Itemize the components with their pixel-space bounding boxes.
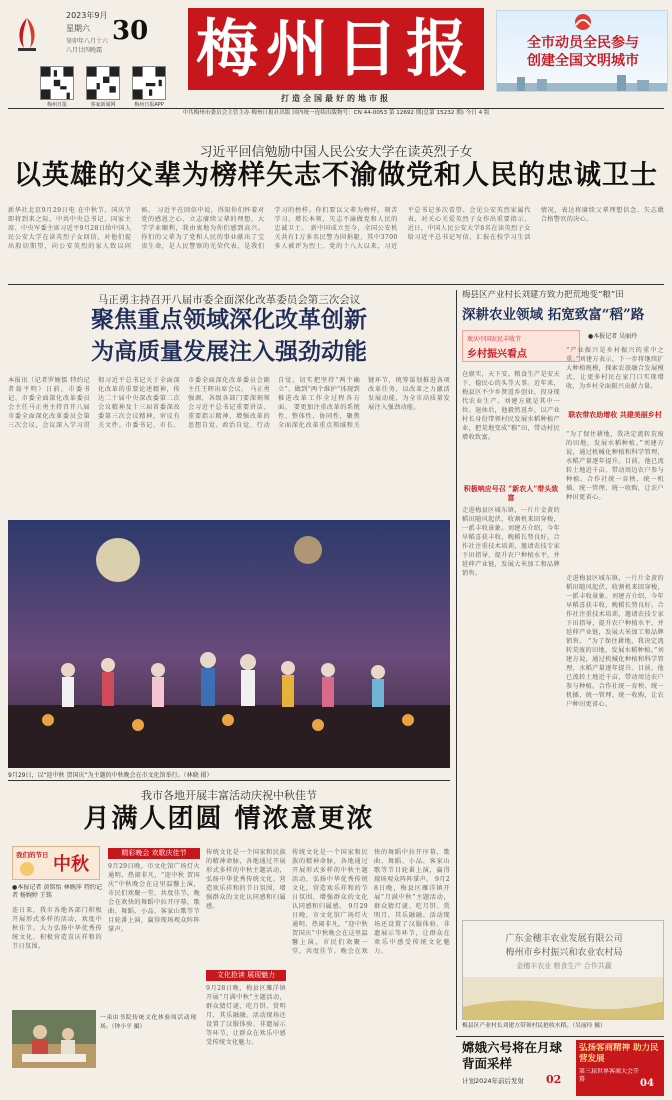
lead-paragraph: 新华社北京9月29日电 在中秋节、国庆节即将到来之际，中共中央总书记、国家主席、中央军委主席习近平9月28日给中国人民公安大学在读英烈子女回信，对他们提出殷切期望，向公安英烈的家人致以问候。 [8,207,155,250]
qr-code-icon[interactable] [132,66,166,100]
story3-paragraph: 9月29日晚，市文化馆广场灯火通明、热闹非凡，“迎中秋 贺国庆”中秋晚会在这里温馨上演，市民们欢聚一堂，共度佳节。晚会在欢快的舞蹈中拉开序幕，歌曲、舞蹈、小品、客家山歌等节目轮番上演，赢得现场观众阵阵掌声。 [292,849,450,955]
ad-line-3: 金穗丰农业 粮食生产 合作共赢 [516,962,612,970]
slogan: 打造全国最好的地市报 [281,93,391,103]
right-paragraph: 走进梅县区城东镇，一片片金黄的稻田随风起伏，收割机来回穿梭，一派丰收景象。刘建方介绍，今年早稻喜获丰收，晚稻长势良好。合作社注重技术培训，邀请农技专家下田指导，提升农户种植水平，并延伸产业链，发展大米加工和品牌销售。 [566,575,664,645]
qr-label: 梅州日报APP [134,102,164,108]
story3-photo-caption: 一束由书院传统文化体验周活动现场。（钟小平 摄） [100,1015,196,1030]
badge-big: 中秋 [53,854,89,875]
lead-headline: 以英雄的父辈为榜样矢志不渝做党和人民的忠诚卫士 [14,160,658,191]
teaser-right-sub: 第三届世界客商大会开幕 [579,1068,640,1083]
right-paragraph: “为了保住耕地，我决定流转荒废的田地，发展水稻种植。”刘建方说，通过机械化种植和科学管理，水稻产量逐年提升。目前，他已流转土地近千亩，带动周边农户参与种植。合作社统一育秧、统一机插、统一管理、统一收购，让农户种田更省心。 [566,638,664,708]
story3-sub-2: 文化抢读 展现魅力 [206,970,286,981]
teaser-divider [456,1036,664,1037]
story3-sub-1: 精彩晚会 欢歌庆佳节 [108,848,200,859]
teaser-right-title: 弘扬客商精神 助力民营发展 [579,1043,659,1064]
story3-kicker: 我市各地开展丰富活动庆祝中秋佳节 [141,789,317,802]
qr-label: 客家新闻网 [90,102,116,108]
story2-headline: 聚焦重点领域深化改革创新 [91,306,367,333]
ad-line-2: 梅州市乡村振兴和农业农村局 [505,948,623,958]
section-divider [8,780,450,781]
lead-paragraph: 习近平在回信中说，得知你们怀着对党的感恩之心、立志赓续父辈的理想，大学学业顺利，我由衷地为你们感到高兴。你们的父辈为了党和人民的事业献出了宝贵生命，是人民警察的光荣代表，是我们学习的榜样。你们要以父辈为榜样，刻苦学习，增长本领，矢志不渝做党和人民的忠诚卫士。 [141,207,398,250]
lead-paragraph: 近日，中国人民公安大学8名在读英烈子女给习近平总书记写信，汇报在校学习生活情况，表达将赓续父辈理想信念、矢志做合格警官的决心， [407,207,664,241]
moon-icon [19,861,35,877]
teaser-right[interactable] [576,1040,664,1096]
publication-info: 中共梅州市委员会主管主办 梅州日报社出版 国内统一连续出版物号：CN 44-0053 第 12692 期(总第 15232 期) 今日 4 版 [182,110,490,116]
right-body-1: 仓廪实，天下安。粮食生产是安天下、稳民心的头等大事。近年来，梅县区不少乡贤返乡创业，投身现代农业生产。刘建方就是其中一位。退休后，他毅然返乡，以产业村长身份带领村民发展水稻种植产业，把荒地变成“粮”田，带动村民增收致富。 [462,371,560,441]
story3-photo [12,1010,96,1068]
story2-body [8,376,450,516]
year-month: 2023年9月 [66,11,108,20]
story2-paragraph: 本报讯（记者罗婉儒 特约记者翁平明）日前，市委书记、市委全面深化改革委员会主任马正勇主持召开八届市委全面深化改革委员会第三次会议，会议深入学习贯彻习近平总书记关于全面深化改革的重要论述精神，传达二十届中央深改委第二次会议精神及十三届省委深改委第三次会议精神，审议有关文件。市委书记、市长、市委全面深化改革委员会副主任王晖出席会议。 [8,377,270,429]
festival-badge [12,846,100,880]
civilization-banner [496,10,668,92]
masthead [0,0,672,118]
qr-row [40,66,170,110]
right-headline: 深耕农业领域 拓宽致富“稻”路 [462,307,645,323]
rice-field-icon [463,977,664,1020]
story3-byline: ●本报记者 黄铭怡 林婉萍 特约记者 杨婉婷 王铭 [12,884,102,899]
qr-code-icon[interactable] [40,66,74,100]
weekday: 星期六 [66,24,90,33]
qr-label: 梅州日报 [46,102,67,108]
harvest-badge [462,330,580,362]
story3-paragraph: 传统文化是一个国家和民族的精神命脉，各地通过开展形式多样的中秋主题活动，弘扬中华优秀传统文化，营造欢乐祥和的节日氛围，增强群众的文化认同感和归属感。 [292,849,368,910]
teaser-left[interactable] [462,1040,570,1096]
civilization-logo-icon [563,13,603,31]
date-box [8,8,158,62]
story3-lead: 连日来，我市各地各部门积极开展形式多样的活动，欢度中秋佳节。大力弘扬中华优秀传统文化，积极营造喜庆祥和的节日氛围。 [12,907,102,950]
ad-line-1: 广东金穗丰农业发展有限公司 [505,934,623,944]
city-skyline-icon [497,73,668,92]
ad-box [462,920,664,1020]
paper-name: 梅州日报 [188,8,484,90]
photo-caption: 9月29日，以“迎中秋 贺国庆”为主题的中秋晚会在市文化馆举行。（林晓 摄） [8,772,213,779]
story2-paragraph: 马正勇强调，各级各部门要深刻领会习近平总书记重要讲话、重要指示精神，增强改革的思想自觉、政治自觉、行动自觉，切实把坚持“两个确立”、做到“两个维护”体现到推进改革工作全过程各方面。 [188,377,360,429]
badge-title: 我们的节日 [16,851,49,859]
right-body-3: 走进梅县区城东镇，一片片金黄的稻田随风起伏，收割机来回穿梭，一派丰收景象。刘建方介绍，今年早稻喜获丰收，晚稻长势良好。合作社注重技术培训，邀请农技专家下田指导，提升农户种植水平，并延伸产业链，发展大米加工和品牌销售。 [462,507,560,577]
teaser-right-page: 04 [640,1078,654,1089]
banner-line-1: 全市动员全民参与 [527,35,639,51]
festival-stage-image [8,520,450,768]
right-body-4 [566,574,664,916]
column-divider [456,290,457,1030]
emblem-icon [12,14,42,54]
story3-paragraph: 9月28日晚，梅县区雁洋镇开展“月满中秋”主题活动，群众猜灯谜、吃月饼、赏明月，其乐融融。活动现场还设置了汉服体验、非遗展示等环节，让群众在欢乐中感受传统文化魅力。 [374,876,450,955]
right-body-2a: “产业振兴是乡村振兴的重中之重。”刘建方表示，下一步将继续扩大种植规模，探索农旅融合发展模式，让更多村民在家门口实现增收，为乡村全面振兴贡献力量。 [566,347,664,390]
right-sub-2: 积极响应号召 “新农人”带头致富 [463,484,559,502]
lead-body [8,206,664,282]
story3-headline: 月满人团圆 情浓意更浓 [83,804,375,834]
story3-body-b: 9月28日晚，梅县区雁洋镇开展“月满中秋”主题活动，群众猜灯谜、吃月饼、赏明月，其乐融融。活动现场还设置了汉服体验、非遗展示等环节，让群众在欢乐中感受传统文化魅力。 [206,985,286,1046]
qr-code-icon[interactable] [86,66,120,100]
story2-paragraph: 要更加注重改革的系统性、整体性、协同性，聚焦全面深化改革重点领域和关键环节，统筹谋划推进各项改革任务，以改革之力激活发展动能，为全市高质量发展注入强劲动能。 [278,377,450,429]
harvest-badge-bottom: 乡村振兴看点 [467,349,527,360]
teaser-left-page: 02 [546,1073,562,1086]
story2-headline: 为高质量发展注入强劲动能 [91,338,367,365]
teaser-left-headline: 嫦娥六号将在月球背面采样 [462,1040,563,1071]
right-byline: ●本报记者 吴丽玲 [588,333,638,340]
festival-photo [8,520,450,768]
day-number: 30 [112,18,149,44]
right-body-2: “为了保住耕地，我决定流转荒废的田地，发展水稻种植。”刘建方说，通过机械化种植和科学管理，水稻产量逐年提升。目前，他已流转土地近千亩，带动周边农户参与种植。合作社统一育秧、统一机插、统一管理、统一收购，让农户种田更省心。 [566,431,664,501]
lunar-note: 八月廿四晚霜 [66,47,103,54]
teaser-left-sub: 计划2024年前后发射 [462,1077,525,1085]
harvest-badge-top: 欢庆中国农民丰收节 [467,336,522,343]
right-kicker: 梅县区产业村长刘建方致力把荒地变“粮”田 [462,290,624,300]
right-sub-1: 联农带农助增收 共建美丽乡村 [568,410,662,419]
lead-paragraph: 新中国成立至今，全国公安机关共有1万多名民警为国捐躯，其中3700多人被评为烈士。党的十八大以来，习近平总书记多次看望、会见公安英烈家属代表，对关心关爱英烈子女作出重要指示。 [274,207,531,250]
lunar-date: 癸卯年八月十六 [66,38,109,45]
story3-body-a: 9月29日晚，市文化馆广场灯火通明、热闹非凡，“迎中秋 贺国庆”中秋晚会在这里温馨上演，市民们欢聚一堂，共度佳节。晚会在欢快的舞蹈中拉开序幕，歌曲、舞蹈、小品、客家山歌等节目轮番上演，赢得现场观众阵阵掌声。 [108,863,200,933]
section-divider [8,284,664,285]
calligraphy-photo-image [12,1010,96,1068]
story3-body-more [292,848,450,1080]
story2-kicker: 马正勇主持召开八届市委全面深化改革委员会第三次会议 [97,294,361,306]
right-credit: 梅县区产业村长刘建方带领村民抢收水稻。（吴丽玲 摄） [462,1023,606,1029]
banner-line-2: 创建全国文明城市 [527,53,639,69]
story3-body-c: 传统文化是一个国家和民族的精神命脉，各地通过开展形式多样的中秋主题活动，弘扬中华优秀传统文化，营造欢乐祥和的节日氛围，增强群众的文化认同感和归属感。 [206,849,286,910]
lead-kicker: 习近平回信勉励中国人民公安大学在读英烈子女 [199,145,473,160]
